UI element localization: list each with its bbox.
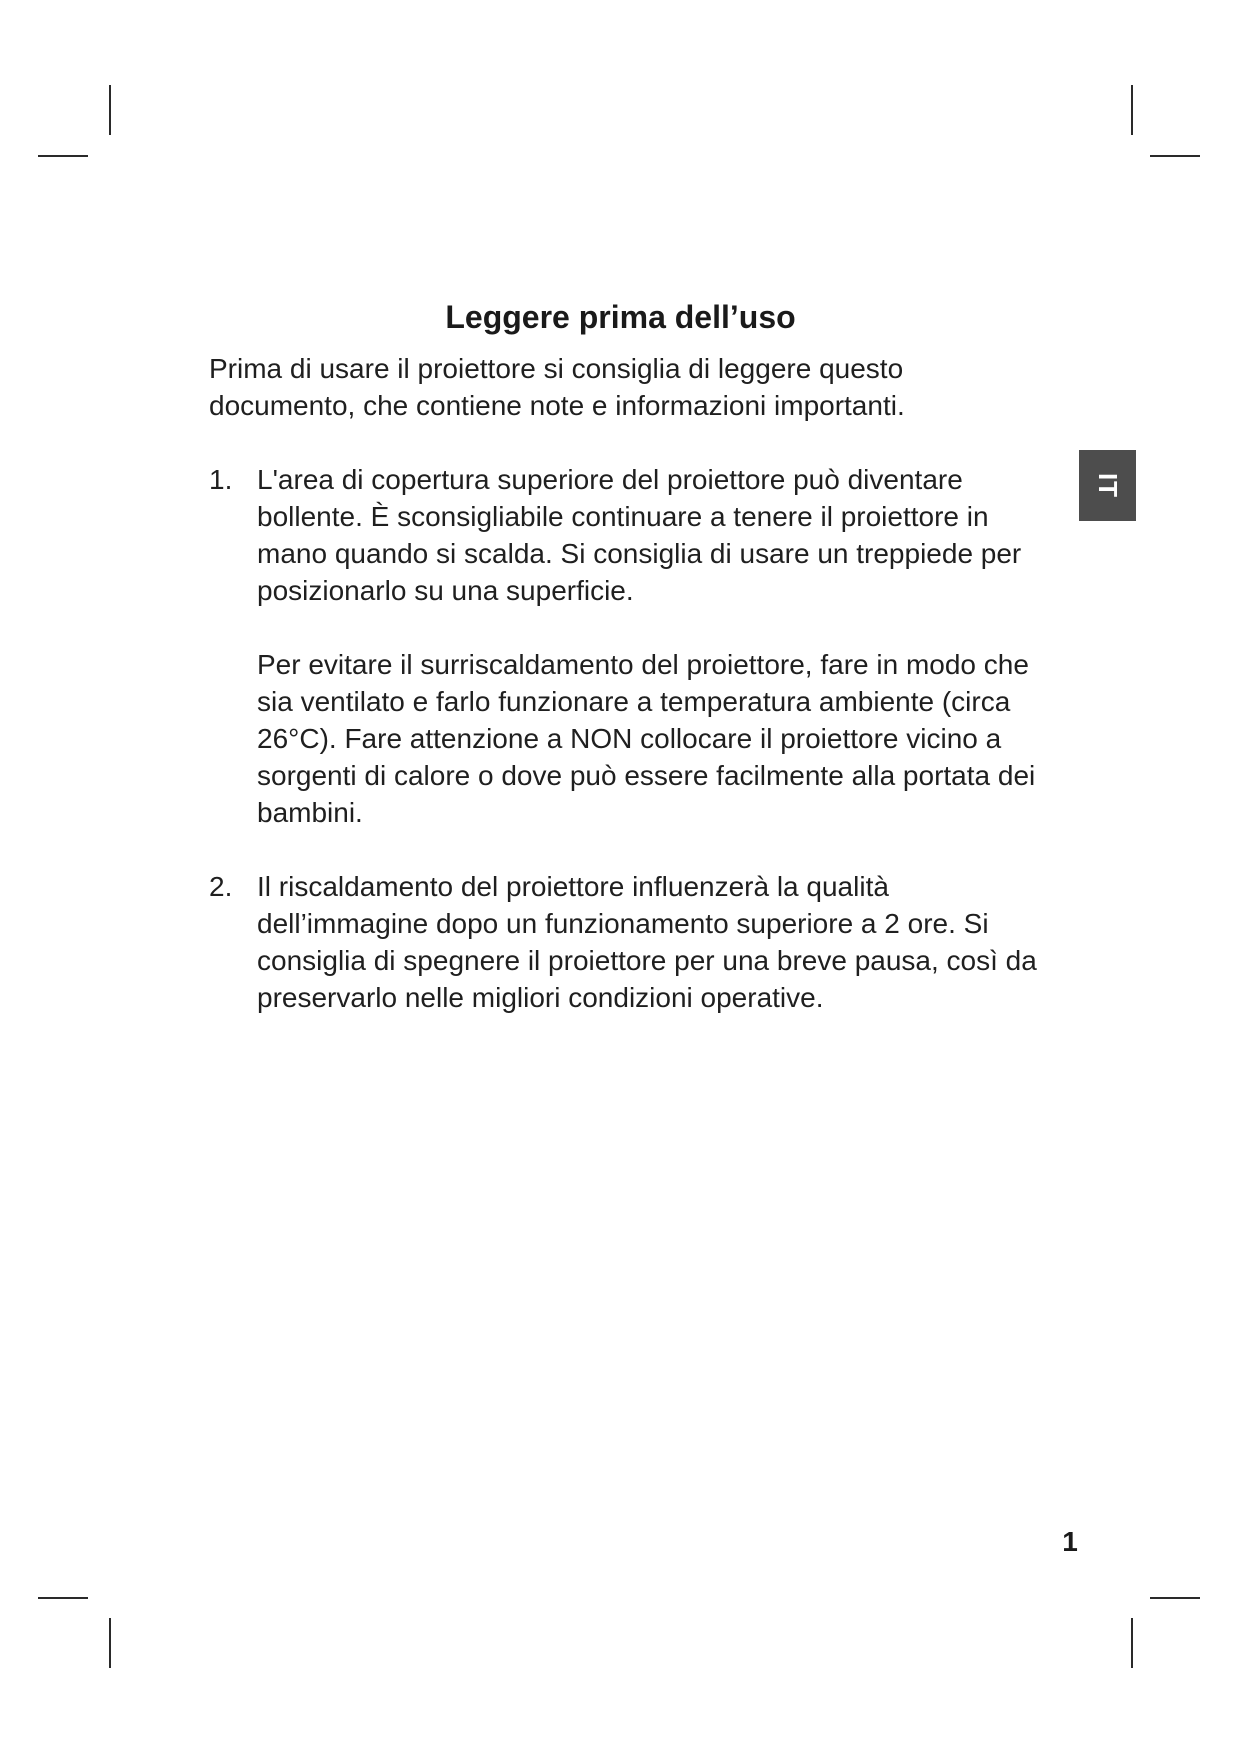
crop-mark-bottom-right-vertical (1131, 1618, 1133, 1668)
crop-mark-bottom-left-vertical (109, 1618, 111, 1668)
list-item-paragraph: Per evitare il surriscaldamento del proiettore, fare in modo che sia ventilato e farlo funzionare a temperatura ambiente (circa 26°C). Fare attenzione a NON collocare il proiettore vicino a sorgenti di calore o dove può essere facilmente alla portata dei bambini. (257, 649, 1036, 828)
crop-mark-top-right-horizontal (1150, 155, 1200, 157)
document-body (209, 350, 1049, 1053)
list-item (209, 461, 1049, 831)
language-tab (1079, 450, 1136, 521)
language-tab-label: IT (1092, 472, 1123, 499)
crop-mark-top-left-horizontal (38, 155, 88, 157)
page-title: Leggere prima dell’uso (445, 299, 796, 336)
intro-paragraph: Prima di usare il proiettore si consiglia di leggere questo documento, che contiene note e informazioni importanti. (209, 353, 905, 421)
list-item-paragraph: Il riscaldamento del proiettore influenzerà la qualità dell’immagine dopo un funzionamento superiore a 2 ore. Si consiglia di spegnere il proiettore per una breve pausa, così da preservarlo nelle migliori condizioni operative. (257, 871, 1037, 1013)
crop-mark-bottom-right-horizontal (1150, 1597, 1200, 1599)
page-number: 1 (1062, 1526, 1078, 1557)
crop-mark-top-right-vertical (1131, 85, 1133, 135)
list-item-number: 2. (209, 871, 233, 902)
list-item-number: 1. (209, 464, 233, 495)
crop-mark-top-left-vertical (109, 85, 111, 135)
list-item (209, 868, 1049, 1016)
crop-mark-bottom-left-horizontal (38, 1597, 88, 1599)
list-item-paragraph: L'area di copertura superiore del proiettore può diventare bollente. È sconsigliabile continuare a tenere il proiettore in mano quando si scalda. Si consiglia di usare un treppiede per posizionarlo su una superficie. (257, 464, 1022, 606)
